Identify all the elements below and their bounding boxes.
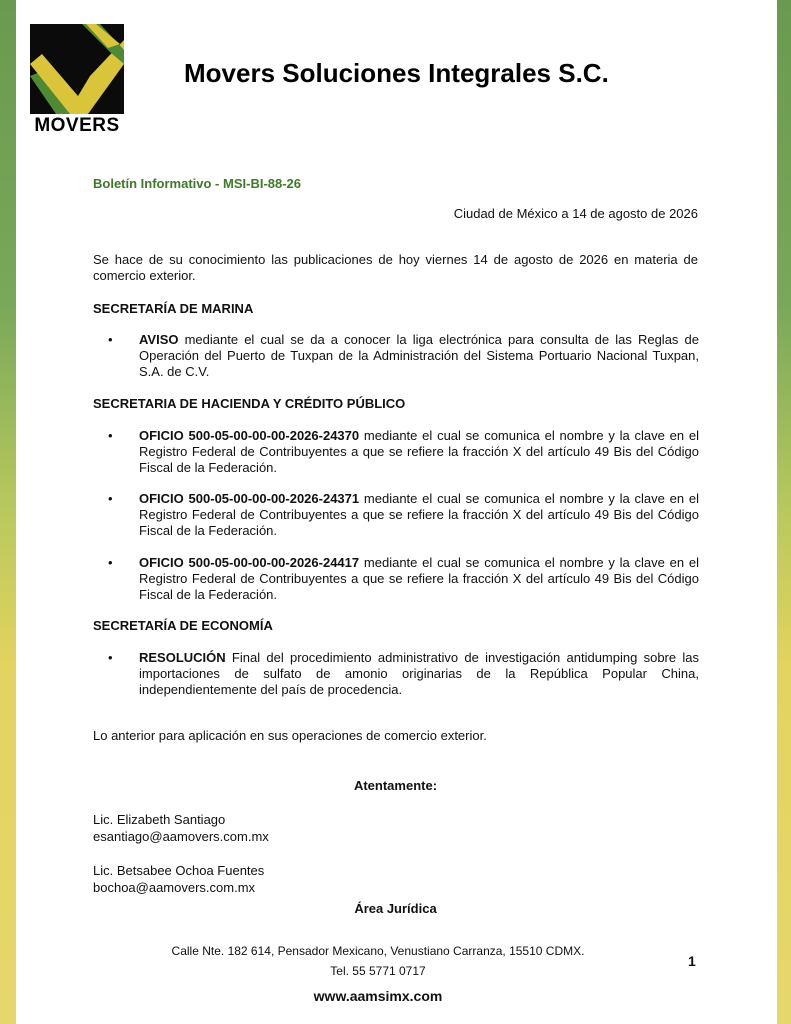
bullet-icon: • bbox=[108, 332, 113, 347]
closing-paragraph: Lo anterior para aplicación en sus operaciones de comercio exterior. bbox=[93, 728, 487, 743]
list-item bbox=[139, 555, 699, 603]
footer-address: Calle Nte. 182 614, Pensador Mexicano, Venustiano Carranza, 15510 CDMX. bbox=[171, 944, 585, 958]
bulletin-title: Boletín Informativo - MSI-BI-88-26 bbox=[93, 176, 302, 191]
signer-email[interactable]: bochoa@aamovers.com.mx bbox=[93, 880, 256, 895]
page-number: 1 bbox=[688, 953, 696, 969]
item-text: mediante el cual se comunica el nombre y la clave en el Registro Federal de Contribuyentes a que se refiere la fracción X del artículo 49 Bis del Código Fiscal de la Federación. bbox=[139, 555, 699, 602]
list-item bbox=[139, 491, 699, 539]
company-name: Movers Soluciones Integrales S.C. bbox=[184, 58, 609, 88]
item-lead: OFICIO 500-05-00-00-00-2026-24370 bbox=[139, 428, 360, 443]
item-lead: RESOLUCIÓN bbox=[139, 650, 226, 665]
signer-name: Lic. Betsabee Ochoa Fuentes bbox=[93, 863, 265, 878]
footer-website[interactable]: www.aamsimx.com bbox=[313, 988, 443, 1004]
signer-email[interactable]: esantiago@aamovers.com.mx bbox=[93, 829, 269, 844]
movers-logo bbox=[30, 24, 124, 136]
logo-wordmark: MOVERS bbox=[34, 115, 120, 136]
section-heading-economia: SECRETARÍA DE ECONOMÍA bbox=[93, 618, 273, 633]
signer-name: Lic. Elizabeth Santiago bbox=[93, 812, 226, 827]
bullet-icon: • bbox=[108, 555, 113, 570]
department: Área Jurídica bbox=[354, 901, 437, 916]
regards: Atentamente: bbox=[353, 778, 438, 793]
list-item bbox=[139, 428, 699, 476]
list-item bbox=[139, 332, 699, 380]
list-item bbox=[139, 650, 699, 698]
date-line: Ciudad de México a 14 de agosto de 2026 bbox=[453, 206, 698, 221]
left-decorative-band bbox=[0, 0, 16, 1024]
item-text: mediante el cual se comunica el nombre y la clave en el Registro Federal de Contribuyentes a que se refiere la fracción X del artículo 49 Bis del Código Fiscal de la Federación. bbox=[139, 428, 699, 475]
bullet-icon: • bbox=[108, 650, 113, 665]
logo-emblem bbox=[30, 24, 124, 114]
bullet-icon: • bbox=[108, 491, 113, 506]
intro-paragraph: Se hace de su conocimiento las publicaciones de hoy viernes 14 de agosto de 2026 en materia de comercio exterior. bbox=[93, 252, 698, 283]
item-text: mediante el cual se da a conocer la liga electrónica para consulta de las Reglas de Operación del Puerto de Tuxpan de la Administración del Sistema Portuario Nacional Tuxpan, S.A. de C.V. bbox=[139, 332, 699, 379]
item-text: Final del procedimiento administrativo de investigación antidumping sobre las importaciones de sulfato de amonio originarias de la República Popular China, independientemente del país de procedencia. bbox=[139, 650, 699, 697]
footer-phone: Tel. 55 5771 0717 bbox=[330, 964, 426, 978]
section-heading-marina: SECRETARÍA DE MARINA bbox=[93, 301, 254, 316]
item-lead: OFICIO 500-05-00-00-00-2026-24417 bbox=[139, 555, 360, 570]
item-lead: OFICIO 500-05-00-00-00-2026-24371 bbox=[139, 491, 360, 506]
item-text: mediante el cual se comunica el nombre y la clave en el Registro Federal de Contribuyentes a que se refiere la fracción X del artículo 49 Bis del Código Fiscal de la Federación. bbox=[139, 491, 699, 538]
right-decorative-band bbox=[777, 0, 791, 1024]
section-heading-hacienda: SECRETARIA DE HACIENDA Y CRÉDITO PÚBLICO bbox=[93, 396, 406, 411]
logo-v-icon bbox=[30, 24, 124, 114]
item-lead: AVISO bbox=[139, 332, 179, 347]
bullet-icon: • bbox=[108, 428, 113, 443]
